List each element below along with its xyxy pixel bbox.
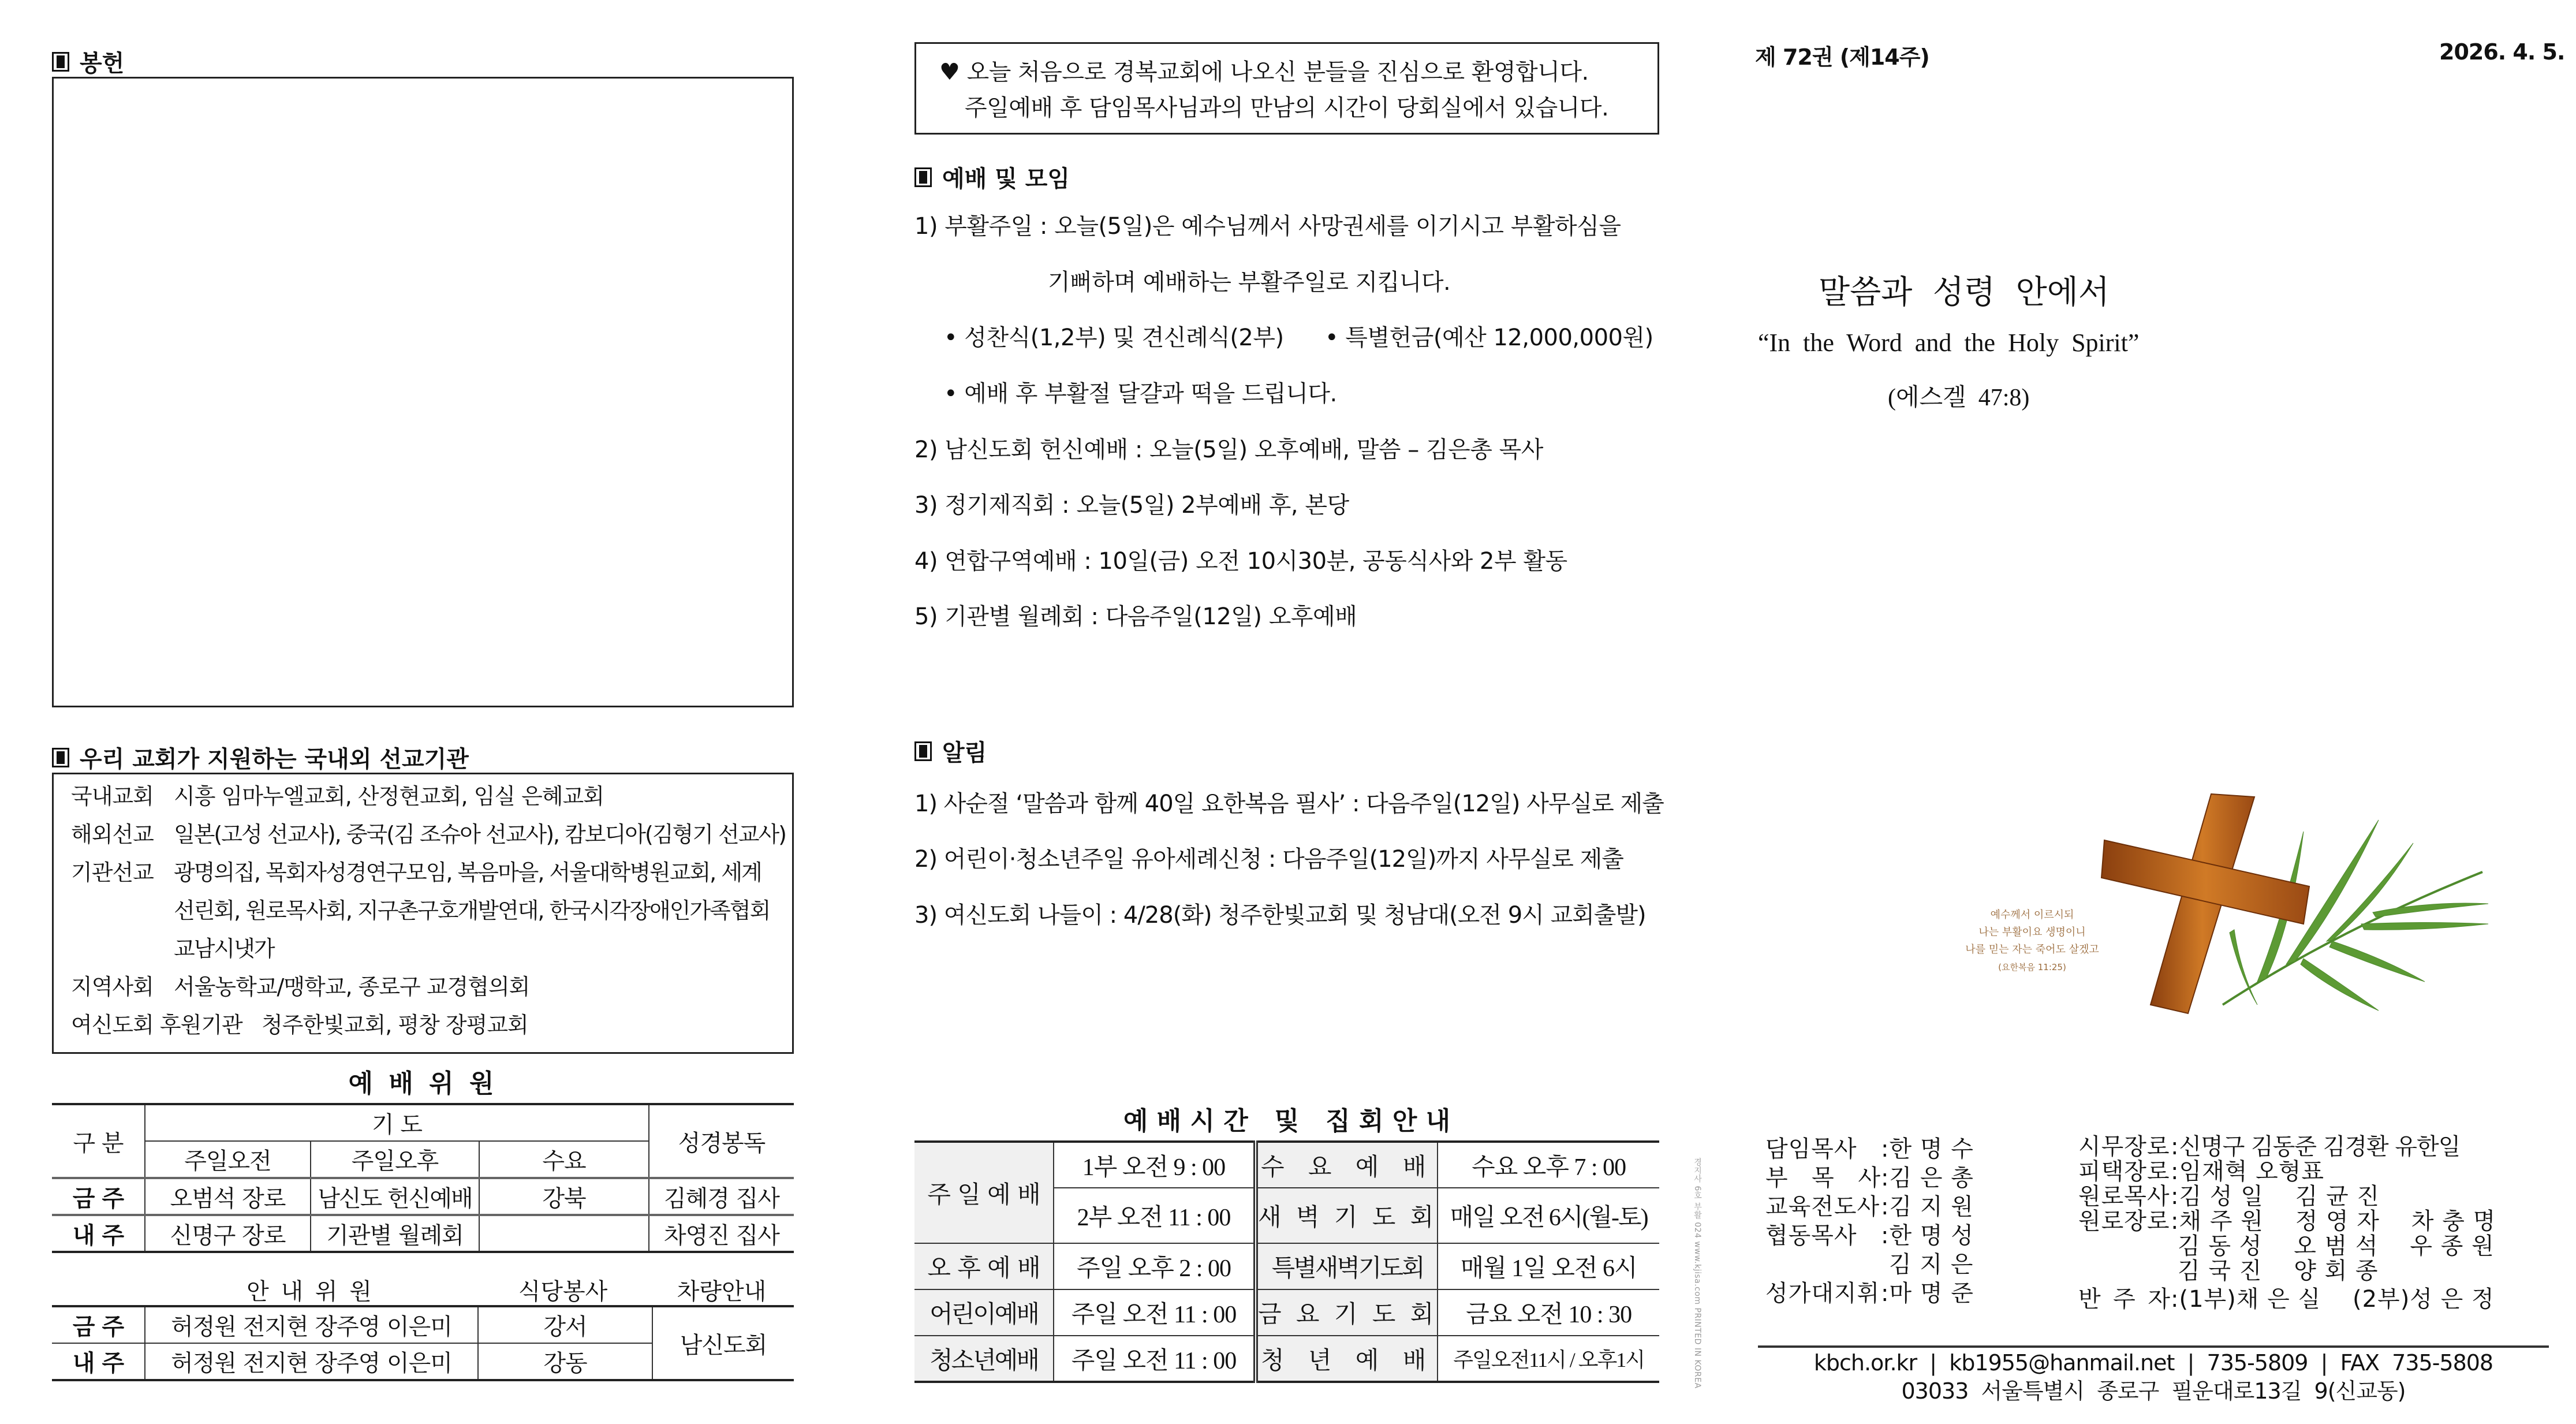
cross-palm-icon xyxy=(1934,785,2558,1016)
mission-text: 일본(고성 선교사), 중국(김 조슈아 선교사), 캄보디아(김형기 선교사) xyxy=(174,822,786,847)
kitchen-cell: 강서 xyxy=(478,1306,652,1343)
verse-reference: (요한복음 11:25) xyxy=(1998,962,2066,972)
meeting-label-cell: 새 벽 기 도 회 xyxy=(1256,1188,1438,1243)
mission-text: 광명의집, 목회자성경연구모임, 복음마을, 서울대학병원교회, 세계선린회, 원로목사회, 지구촌구호개발연대, 한국시각장애인가족협회교남시냇가 xyxy=(174,860,770,961)
mission-text: 청주한빛교회, 평창 장평교회 xyxy=(262,1012,528,1038)
ushers-cell: 허정원 전지현 장주영 이은미 xyxy=(145,1306,478,1343)
staff-row: 피택장로 : 임재혁 오형표 xyxy=(2078,1158,2325,1185)
staff-role: 원로목사 xyxy=(2078,1183,2170,1210)
table-row xyxy=(52,1215,794,1252)
staff-role: 반 주 자 xyxy=(2078,1286,2171,1313)
staff-names: 김 지 원 xyxy=(1889,1194,1974,1220)
ushers-cell: 허정원 전지현 장주영 이은미 xyxy=(145,1343,478,1380)
section-square-icon xyxy=(52,52,69,72)
notices-heading-text: 알림 xyxy=(942,740,987,766)
staff-right-list xyxy=(2078,1135,2496,1312)
mission-label: 해외선교 xyxy=(71,822,154,847)
week-cell: 금 주 xyxy=(52,1306,145,1343)
staff-role: 교육전도사 xyxy=(1765,1194,1880,1220)
time-cell: 주일 오전 11 : 00 xyxy=(1054,1289,1256,1336)
easter-cross-image xyxy=(1934,785,2558,1016)
time-cell: 금요 오전 10 : 30 xyxy=(1438,1289,1659,1336)
prayer-header: 기 도 xyxy=(145,1104,649,1141)
issue-date: 2026. 4. 5. xyxy=(2439,39,2565,65)
mission-row-domestic xyxy=(71,777,779,815)
footer-address: 03033 서울특별시 종로구 필운대로13길 9(신교동) xyxy=(1901,1378,2406,1404)
category-header: 구 분 xyxy=(52,1104,145,1178)
worship-meetings-heading-text: 예배 및 모임 xyxy=(942,166,1070,192)
easter-verse xyxy=(1934,907,2130,976)
mission-text: 서울농학교/맹학교, 종로구 교경협의회 xyxy=(174,974,530,1000)
welcome-box xyxy=(914,42,1659,135)
staff-row: 원로장로 : 채 주 원 정 영 자 차 충 명 xyxy=(2078,1208,2496,1235)
time-cell: 수요 오후 7 : 00 xyxy=(1438,1142,1659,1188)
time-cell: 매일 오전 6시(월-토) xyxy=(1438,1188,1659,1243)
table-row xyxy=(914,1142,1659,1188)
wed-cell: 강북 xyxy=(479,1178,649,1215)
worship-committee-table xyxy=(52,1103,794,1253)
staff-role: 협동목사 xyxy=(1765,1222,1857,1249)
usher-committee-table xyxy=(52,1305,794,1381)
time-cell: 매월 1일 오전 6시 xyxy=(1438,1243,1659,1289)
section-square-icon xyxy=(914,167,932,187)
welcome-line-1 xyxy=(939,54,1657,90)
offering-heading-text: 봉헌 xyxy=(80,50,125,77)
table-row xyxy=(914,1289,1659,1336)
staff-row: 시무장로 : 신명구 김동준 김경환 유한일 xyxy=(2078,1134,2461,1160)
wed-header: 수요 xyxy=(479,1141,649,1178)
mission-row-institutions xyxy=(71,853,779,968)
sunday-worship-label: 주 일 예 배 xyxy=(914,1142,1054,1243)
parking-cell: 남신도회 xyxy=(652,1306,794,1380)
staff-names: 임재혁 오형표 xyxy=(2179,1158,2325,1185)
worship-committee-title: 예 배 위 원 xyxy=(348,1069,498,1098)
notices-heading xyxy=(914,735,987,767)
staff-row: 원로목사 : 김 성 일 김 균 진 xyxy=(2078,1183,2380,1210)
offering-box xyxy=(52,77,794,707)
time-cell: 2부 오전 11 : 00 xyxy=(1054,1188,1256,1243)
worship-meetings-heading xyxy=(914,161,1070,193)
staff-names: 마 명 준 xyxy=(1889,1280,1974,1307)
meeting-bullet-eggs: • 예배 후 부활절 달걀과 떡을 드립니다. xyxy=(944,381,1337,407)
week-cell: 금 주 xyxy=(52,1178,145,1215)
staff-names: 한 명 성 xyxy=(1889,1222,1974,1249)
sun-pm-header: 주일오후 xyxy=(311,1141,479,1178)
welcome-text-2: 주일예배 후 담임목사님과의 만남의 시간이 당회실에서 있습니다. xyxy=(965,95,1609,121)
worship-label-cell: 오 후 예 배 xyxy=(914,1243,1054,1289)
meeting-label-cell: 수 요 예 배 xyxy=(1256,1142,1438,1188)
meeting-item-2: 2) 남신도회 헌신예배 : 오늘(5일) 오후예배, 말씀 – 김은총 목사 xyxy=(914,437,1543,463)
verse-line: 나를 믿는 자는 죽어도 살겠고 xyxy=(1965,944,2099,956)
time-cell: 주일 오전 11 : 00 xyxy=(1054,1336,1256,1382)
verse-line: 나는 부활이요 생명이니 xyxy=(1978,926,2086,938)
welcome-text-1: 오늘 처음으로 경복교회에 나오신 분들을 진심으로 환영합니다. xyxy=(966,59,1589,85)
heart-icon: ♥ xyxy=(939,59,960,85)
staff-names: 김 지 은 xyxy=(1889,1251,1974,1278)
meeting-item-5: 5) 기관별 월례회 : 다음주일(12일) 오후예배 xyxy=(914,603,1357,630)
sun-pm-cell: 남신도 헌신예배 xyxy=(311,1178,479,1215)
week-cell: 내 주 xyxy=(52,1343,145,1380)
schedule-title: 예 배 시 간 및 집 회 안 내 xyxy=(1123,1106,1451,1136)
table-row xyxy=(52,1178,794,1215)
table-row xyxy=(914,1336,1659,1382)
kitchen-header: 식당봉사 xyxy=(518,1278,608,1305)
staff-names: (1부)채 은 실 (2부)성 은 정 xyxy=(2179,1286,2495,1313)
staff-names: 김 성 일 김 균 진 xyxy=(2179,1183,2380,1210)
mission-label: 지역사회 xyxy=(71,974,154,1000)
staff-names: 김 은 총 xyxy=(1889,1165,1974,1191)
staff-names: 채 주 원 정 영 자 차 충 명 xyxy=(2179,1208,2496,1235)
staff-row: 협동목사 : 한 명 성 xyxy=(1765,1222,1974,1249)
staff-row xyxy=(2078,1259,2496,1284)
staff-row: 교육전도사 : 김 지 원 xyxy=(1765,1194,1974,1220)
meeting-item-1-cont: 기뻐하며 예배하는 부활주일로 지킵니다. xyxy=(1048,269,1451,296)
section-square-icon xyxy=(52,748,69,767)
notice-item-3: 3) 여신도회 나들이 : 4/28(화) 청주한빛교회 및 청남대(오전 9시 교회출발) xyxy=(914,902,1646,929)
staff-names: 김 국 진 양 회 종 xyxy=(2178,1258,2379,1284)
mission-row-community xyxy=(71,968,779,1006)
table-row xyxy=(914,1243,1659,1289)
sun-pm-cell: 기관별 월례회 xyxy=(311,1215,479,1252)
missions-box xyxy=(52,773,794,1054)
theme-english: “In the Word and the Holy Spirit” xyxy=(1758,329,2140,357)
verse-line: 예수께서 이르시되 xyxy=(1990,909,2074,921)
time-cell: 1부 오전 9 : 00 xyxy=(1054,1142,1256,1188)
worship-label-cell: 청소년예배 xyxy=(914,1336,1054,1382)
staff-names: 김 동 성 오 범 석 우 종 원 xyxy=(2178,1233,2495,1259)
notice-item-2: 2) 어린이·청소년주일 유아세례신청 : 다음주일(12일)까지 사무실로 제출 xyxy=(914,846,1623,873)
staff-role: 시무장로 xyxy=(2078,1134,2170,1160)
staff-role: 원로장로 xyxy=(2078,1208,2170,1235)
meeting-label-cell: 금 요 기 도 회 xyxy=(1256,1289,1438,1336)
meeting-item-4: 4) 연합구역예배 : 10일(금) 오전 10시30분, 공동식사와 2부 활동 xyxy=(914,548,1567,575)
staff-row xyxy=(2078,1234,2496,1259)
printer-credit: 경지사 6호 부활 024 www.kjisa.com PRINTED IN KOREA xyxy=(1693,1158,1702,1389)
staff-left-list xyxy=(1765,1135,1974,1308)
parking-header: 차량안내 xyxy=(677,1278,767,1305)
wed-cell xyxy=(479,1215,649,1252)
volume-number: 제 72권 (제14주) xyxy=(1755,44,1929,70)
staff-role: 부 목 사 xyxy=(1765,1165,1881,1191)
usher-header-row xyxy=(52,1273,794,1308)
sun-am-cell: 신명구 장로 xyxy=(145,1215,311,1252)
offering-heading xyxy=(52,45,124,78)
staff-row: 반 주 자 : (1부)채 은 실 (2부)성 은 정 xyxy=(2078,1286,2495,1313)
staff-names: 한 명 수 xyxy=(1889,1136,1974,1162)
worship-label-cell: 어린이예배 xyxy=(914,1289,1054,1336)
time-cell: 주일 오후 2 : 00 xyxy=(1054,1243,1256,1289)
meeting-label-cell: 청 년 예 배 xyxy=(1256,1336,1438,1382)
sun-am-cell: 오범석 장로 xyxy=(145,1178,311,1215)
staff-role: 담임목사 xyxy=(1765,1136,1857,1162)
week-cell: 내 주 xyxy=(52,1215,145,1252)
bible-reading-header: 성경봉독 xyxy=(649,1104,794,1178)
staff-role: 성가대지휘 xyxy=(1765,1280,1880,1307)
staff-role: 피택장로 xyxy=(2078,1158,2170,1185)
theme-korean: 말씀과 성령 안에서 xyxy=(1819,274,2110,311)
meeting-bullet-communion: • 성찬식(1,2부) 및 견신례식(2부) xyxy=(944,325,1284,351)
section-square-icon xyxy=(914,741,932,761)
footer-contact: kbch.or.kr | kb1955@hanmail.net | 735-5809 | FAX 735-5808 xyxy=(1813,1350,2493,1375)
sun-am-header: 주일오전 xyxy=(145,1141,311,1178)
schedule-table xyxy=(914,1140,1659,1383)
notice-item-1: 1) 사순절 ‘말씀과 함께 40일 요한복음 필사’ : 다음주일(12일) 사무실로 제출 xyxy=(914,791,1664,817)
meeting-item-3: 3) 정기제직회 : 오늘(5일) 2부예배 후, 본당 xyxy=(914,492,1349,519)
mission-label: 여신도회 후원기관 xyxy=(71,1012,242,1038)
mission-text: 시흥 임마누엘교회, 산정현교회, 임실 은혜교회 xyxy=(174,784,604,809)
mission-label: 기관선교 xyxy=(71,860,154,885)
table-row xyxy=(52,1306,794,1343)
mission-row-womens-support xyxy=(71,1006,779,1044)
reading-cell: 김혜경 집사 xyxy=(649,1178,794,1215)
mission-row-overseas xyxy=(71,815,786,853)
time-cell: 주일오전11시 / 오후1시 xyxy=(1438,1336,1659,1382)
ushers-header: 안 내 위 원 xyxy=(247,1278,374,1305)
staff-names: 신명구 김동준 김경환 유한일 xyxy=(2179,1134,2461,1160)
missions-heading-text: 우리 교회가 지원하는 국내외 선교기관 xyxy=(80,746,469,773)
theme-reference: (에스겔 47:8) xyxy=(1888,385,2030,411)
reading-cell: 차영진 집사 xyxy=(649,1215,794,1252)
missions-heading xyxy=(52,741,469,774)
meeting-label-cell: 특별새벽기도회 xyxy=(1256,1243,1438,1289)
meeting-item-1: 1) 부활주일 : 오늘(5일)은 예수님께서 사망권세를 이기시고 부활하심을 xyxy=(914,213,1621,240)
kitchen-cell: 강동 xyxy=(478,1343,652,1380)
staff-row: 성가대지휘 : 마 명 준 xyxy=(1765,1280,1974,1307)
staff-row xyxy=(1765,1250,1974,1279)
mission-label: 국내교회 xyxy=(71,784,154,809)
footer-divider xyxy=(1758,1345,2549,1348)
meeting-bullet-offering: • 특별헌금(예산 12,000,000원) xyxy=(1325,325,1653,351)
staff-row: 담임목사 : 한 명 수 xyxy=(1765,1136,1974,1162)
staff-row: 부 목 사 : 김 은 총 xyxy=(1765,1165,1974,1191)
